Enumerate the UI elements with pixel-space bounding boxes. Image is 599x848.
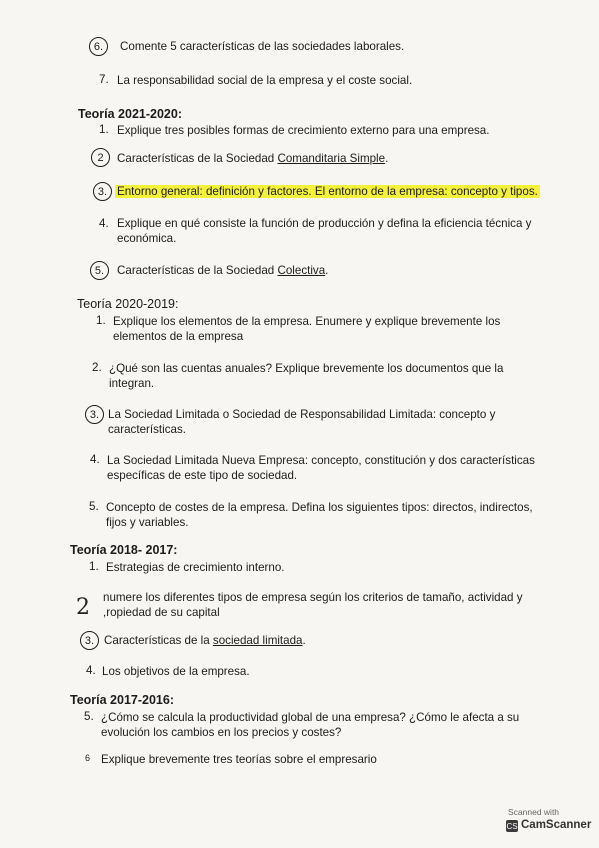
circled-number: 3. [85, 405, 104, 424]
item-text: características. [108, 423, 186, 436]
item-text: numere los diferentes tipos de empresa según los criterios de tamaño, actividad y [103, 591, 523, 604]
item-text: Explique los elementos de la empresa. Enumere y explique brevemente los [113, 315, 501, 328]
item-text: Los objetivos de la empresa. [102, 665, 250, 678]
item-number: 4. [86, 664, 96, 677]
item-text: integran. [109, 377, 155, 390]
circled-number: 5. [90, 261, 109, 280]
item-text: ¿Qué son las cuentas anuales? Explique brevemente los documentos que la [109, 362, 504, 375]
item-text: ,ropiedad de su capital [103, 606, 220, 619]
circled-number: 3. [93, 182, 112, 201]
item-text: Concepto de costes de la empresa. Defina los siguientes tipos: directos, indirectos, [106, 501, 533, 514]
item-number: 5. [84, 710, 94, 723]
item-text: económica. [117, 232, 177, 245]
item-text: La responsabilidad social de la empresa y el coste social. [117, 74, 413, 87]
item-text: Características de la sociedad limitada. [104, 634, 306, 647]
circled-number: 2 [91, 148, 110, 167]
badge-name: CamScanner [521, 819, 592, 831]
item-text: Comente 5 características de las sociedades laborales. [120, 40, 405, 53]
item-number: 7. [99, 73, 109, 86]
item-text: elementos de la empresa [113, 330, 244, 343]
section-heading: Teoría 2021-2020: [78, 107, 182, 121]
badge-caption: Scanned with [508, 807, 560, 817]
item-number: 4. [99, 217, 109, 230]
item-text: Explique brevemente tres teorías sobre el empresario [101, 753, 377, 766]
item-text: Explique tres posibles formas de crecimiento externo para una empresa. [117, 124, 490, 137]
section-heading: Teoría 2018- 2017: [70, 543, 178, 557]
item-number: 4. [90, 453, 100, 466]
handwritten-number: 2 [76, 595, 90, 620]
item-text: Explique en qué consiste la función de producción y defina la eficiencia técnica y [117, 217, 532, 230]
section-heading: Teoría 2020-2019: [77, 297, 179, 311]
item-text: específicas de este tipo de sociedad. [107, 469, 298, 482]
item-text: ¿Cómo se calcula la productividad global de una empresa? ¿Cómo le afecta a su [101, 711, 520, 724]
item-number: 5. [89, 500, 99, 513]
item-text: evolución los cambios en los precios y costes? [101, 726, 342, 739]
item-number: 6 [85, 753, 91, 763]
item-number: 1. [96, 314, 106, 327]
highlighted-item-text: Entorno general: definición y factores. El entorno de la empresa: concepto y tipos. [117, 185, 538, 198]
item-number: 2. [92, 361, 102, 374]
circled-number: 3. [80, 631, 99, 650]
item-number: 1. [89, 560, 99, 573]
section-heading: Teoría 2017-2016: [70, 693, 174, 707]
item-number: 1. [99, 123, 109, 136]
item-text: La Sociedad Limitada Nueva Empresa: concepto, constitución y dos características [107, 454, 535, 467]
item-text: Características de la Sociedad Colectiva. [117, 264, 329, 277]
circled-number: 6. [89, 37, 108, 56]
item-text: La Sociedad Limitada o Sociedad de Responsabilidad Limitada: concepto y [108, 408, 496, 421]
item-text: Estrategias de crecimiento interno. [106, 561, 285, 574]
item-text: Características de la Sociedad Comanditaria Simple. [117, 152, 389, 165]
item-text: fijos y variables. [106, 516, 189, 529]
camscanner-badge [500, 807, 592, 839]
camscanner-logo-icon: CS [506, 821, 518, 831]
